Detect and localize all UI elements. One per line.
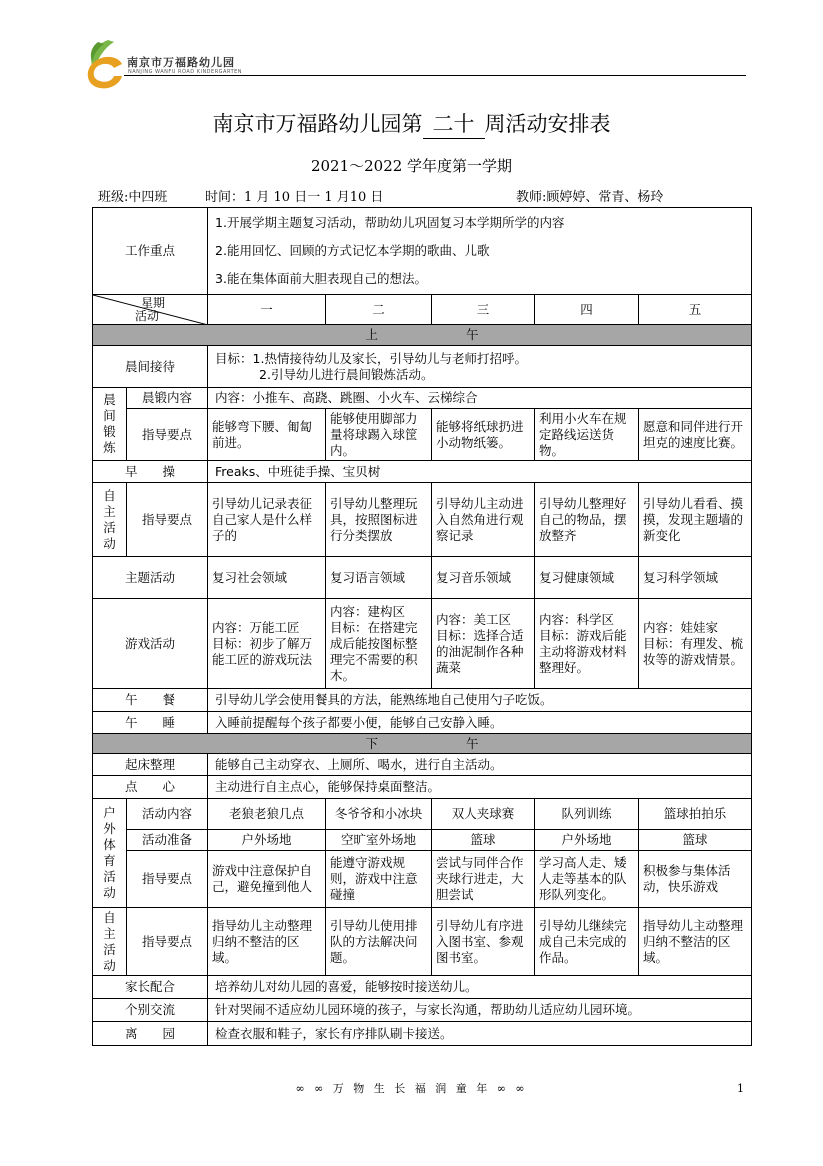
game-activity-row <box>93 599 752 689</box>
self-activity-pm-row <box>93 908 752 976</box>
lunch-content: 引导幼儿学会使用餐具的方法，能熟练地自己使用勺子吃饭。 <box>208 689 752 712</box>
diag-label-activity: 活动 <box>135 309 160 323</box>
vert-char: 晨 <box>103 392 116 407</box>
afternoon-header-b: 午 <box>466 735 479 751</box>
footer-slogan: ∞ ∞ 万 物 生 长 福 润 童 年 ∞ ∞ <box>295 1082 528 1095</box>
outdoor-content: 双人夹球赛 <box>432 799 535 830</box>
morning-reception-label: 晨间接待 <box>93 346 208 388</box>
morning-exercise-content: 内容：小推车、高跷、跳圈、小火车、云梯综合 <box>208 388 752 409</box>
vert-char: 炼 <box>103 440 116 455</box>
morning-header-a: 上 <box>365 327 379 342</box>
vert-char: 育 <box>103 853 116 868</box>
outdoor-point: 尝试与同伴合作夹球行进走，大胆尝试 <box>432 851 535 908</box>
morning-exercise-point: 能够将纸球扔进小动物纸篓。 <box>432 409 535 461</box>
vert-char: 自 <box>103 909 116 925</box>
wake-up-content: 能够自己主动穿衣、上厕所、喝水，进行自主活动。 <box>208 754 752 776</box>
work-focus-item: 1.开展学期主题复习活动，帮助幼儿巩固复习本学期所学的内容 <box>215 215 565 230</box>
game-activity-item: 内容：美工区 目标：选择合适的油泥制作各种蔬菜 <box>432 599 535 689</box>
self-activity-am-point: 引导幼儿整理好自己的物品，摆放整齐 <box>535 483 639 557</box>
vert-char: 体 <box>103 837 116 852</box>
diagonal-header-cell <box>93 295 208 325</box>
page-number: 1 <box>737 1082 744 1095</box>
school-name: 南京市万福路幼儿园 <box>127 56 235 69</box>
morning-section-header <box>93 325 752 346</box>
self-activity-am-point: 引导幼儿记录表征自己家人是什么样子的 <box>208 483 326 557</box>
afternoon-header-a: 下 <box>365 735 379 751</box>
outdoor-content-row <box>93 799 752 830</box>
morning-exercise-group-label <box>93 388 127 461</box>
vert-char: 活 <box>103 519 116 535</box>
self-activity-pm-point: 引导幼儿有序进入图书室、参观图书室。 <box>432 908 535 976</box>
day-header: 四 <box>535 295 639 325</box>
day-header: 二 <box>326 295 432 325</box>
nap-row <box>93 712 752 734</box>
parent-content: 培养幼儿对幼儿园的喜爱，能够按时接送幼儿。 <box>208 976 752 999</box>
early-exercise-content: Freaks、中班徒手操、宝贝树 <box>208 461 752 483</box>
vert-char: 主 <box>103 925 116 941</box>
self-activity-pm-point: 指导幼儿主动整理归纳不整洁的区域。 <box>639 908 752 976</box>
reception-goal-1: 目标：1.热情接待幼儿及家长，引导幼儿与老师打招呼。 <box>215 350 527 366</box>
morning-reception-content <box>208 346 752 388</box>
schedule-table <box>92 207 752 1046</box>
outdoor-content: 队列训练 <box>535 799 639 830</box>
self-activity-am-group-label <box>93 483 127 557</box>
school-logo-icon <box>78 36 128 92</box>
game-activity-item: 内容：万能工匠 目标：初步了解万能工匠的游戏玩法 <box>208 599 326 689</box>
snack-row <box>93 776 752 799</box>
work-focus-label: 工作重点 <box>93 208 208 295</box>
afternoon-header-cell <box>93 734 752 754</box>
lunch-row <box>93 689 752 712</box>
class-info: 班级:中四班 <box>98 190 168 205</box>
wake-up-row <box>93 754 752 776</box>
title-week: 二十 <box>423 108 485 139</box>
outdoor-prep: 户外场地 <box>208 830 326 851</box>
morning-exercise-point: 利用小火车在规定路线运送货物。 <box>535 409 639 461</box>
outdoor-prep-label: 活动准备 <box>127 830 208 851</box>
vert-char: 自 <box>103 487 116 503</box>
snack-label: 点 心 <box>93 776 208 799</box>
afternoon-section-header <box>93 734 752 754</box>
outdoor-prep-row <box>93 830 752 851</box>
outdoor-content: 冬爷爷和小冰块 <box>326 799 432 830</box>
work-focus-row <box>93 208 752 295</box>
page-subtitle: 2021～2022 学年度第一学期 <box>310 157 513 175</box>
parent-label: 家长配合 <box>93 976 208 999</box>
vert-char: 锻 <box>103 424 116 439</box>
outdoor-content: 老狼老狼几点 <box>208 799 326 830</box>
work-focus-item: 3.能在集体面前大胆表现自己的想法。 <box>215 271 427 286</box>
outdoor-point: 学习高人走、矮人走等基本的队形队列变化。 <box>535 851 639 908</box>
game-activity-item: 内容：建构区 目标：在搭建完成后能按图标整理完不需要的积木。 <box>326 599 432 689</box>
teacher-info: 教师:顾婷婷、常青、杨玲 <box>516 190 664 205</box>
leave-row <box>93 1022 752 1046</box>
vert-char: 活 <box>103 941 116 957</box>
outdoor-point: 游戏中注意保护自己，避免撞到他人 <box>208 851 326 908</box>
outdoor-content-label: 活动内容 <box>127 799 208 830</box>
morning-exercise-point: 能够弯下腰、匍匐前进。 <box>208 409 326 461</box>
vert-char: 间 <box>103 408 116 423</box>
vert-char: 动 <box>103 885 116 900</box>
outdoor-point: 积极参与集体活动，快乐游戏 <box>639 851 752 908</box>
day-header: 五 <box>639 295 752 325</box>
outdoor-prep: 篮球 <box>639 830 752 851</box>
morning-header-cell <box>93 325 752 346</box>
morning-exercise-point: 能够使用脚部力量将球踢入球筐内。 <box>326 409 432 461</box>
vert-char: 外 <box>103 821 116 836</box>
work-focus-content <box>208 208 752 295</box>
work-focus-item: 2.能用回忆、回顾的方式记忆本学期的歌曲、儿歌 <box>215 243 490 258</box>
game-activity-item: 内容：娃娃家 目标：有理发、梳妆等的游戏情景。 <box>639 599 752 689</box>
individual-content: 针对哭闹不适应幼儿园环境的孩子，与家长沟通，帮助幼儿适应幼儿园环境。 <box>208 999 752 1022</box>
vert-char: 活 <box>103 869 116 884</box>
day-header: 一 <box>208 295 326 325</box>
outdoor-point: 能遵守游戏规则，游戏中注意碰撞 <box>326 851 432 908</box>
days-row <box>93 295 752 325</box>
school-name-en: NANJING WANFU ROAD KINDERGARTEN <box>128 69 243 75</box>
outdoor-content: 篮球拍拍乐 <box>639 799 752 830</box>
nap-content: 入睡前提醒每个孩子都要小便，能够自己安静入睡。 <box>208 712 752 734</box>
parent-row <box>93 976 752 999</box>
page-title <box>0 108 823 139</box>
theme-activity-label: 主题活动 <box>93 557 208 599</box>
theme-activity-row <box>93 557 752 599</box>
self-activity-pm-group-label <box>93 908 127 976</box>
outdoor-prep: 篮球 <box>432 830 535 851</box>
outdoor-points-row <box>93 851 752 908</box>
wake-up-label: 起床整理 <box>93 754 208 776</box>
outdoor-prep: 空旷室外场地 <box>326 830 432 851</box>
leave-label: 离 园 <box>93 1022 208 1046</box>
outdoor-points-label: 指导要点 <box>127 851 208 908</box>
theme-activity-item: 复习健康领域 <box>535 557 639 599</box>
morning-exercise-point: 愿意和同伴进行开坦克的速度比赛。 <box>639 409 752 461</box>
self-activity-pm-points-label: 指导要点 <box>127 908 208 976</box>
morning-exercise-points-label: 指导要点 <box>127 409 208 461</box>
self-activity-pm-point: 引导幼儿使用排队的方法解决问题。 <box>326 908 432 976</box>
morning-exercise-content-label: 晨锻内容 <box>127 388 208 409</box>
morning-header-b: 午 <box>466 327 479 342</box>
snack-content: 主动进行自主点心，能够保持桌面整洁。 <box>208 776 752 799</box>
self-activity-pm-point: 指导幼儿主动整理归纳不整洁的区域。 <box>208 908 326 976</box>
self-activity-am-points-label: 指导要点 <box>127 483 208 557</box>
outdoor-prep: 户外场地 <box>535 830 639 851</box>
self-activity-am-point: 引导幼儿主动进入自然角进行观察记录 <box>432 483 535 557</box>
early-exercise-label: 早 操 <box>93 461 208 483</box>
leave-content: 检查衣服和鞋子，家长有序排队刷卡接送。 <box>208 1022 752 1046</box>
individual-row <box>93 999 752 1022</box>
individual-label: 个别交流 <box>93 999 208 1022</box>
theme-activity-item: 复习语言领域 <box>326 557 432 599</box>
self-activity-am-point: 引导幼儿看看、摸摸，发现主题墙的新变化 <box>639 483 752 557</box>
vert-char: 动 <box>103 957 116 973</box>
header-rule <box>124 75 746 76</box>
title-prefix: 南京市万福路幼儿园第 <box>212 112 423 136</box>
self-activity-am-point: 引导幼儿整理玩具，按照图标进行分类摆放 <box>326 483 432 557</box>
reception-goal-2: 2.引导幼儿进行晨间锻炼活动。 <box>259 366 434 382</box>
self-activity-am-row <box>93 483 752 557</box>
early-exercise-row <box>93 461 752 483</box>
game-activity-label: 游戏活动 <box>93 599 208 689</box>
theme-activity-item: 复习音乐领域 <box>432 557 535 599</box>
theme-activity-item: 复习科学领域 <box>639 557 752 599</box>
morning-reception-row <box>93 346 752 388</box>
vert-char: 动 <box>103 535 116 551</box>
nap-label: 午 睡 <box>93 712 208 734</box>
diag-label-weekday: 星期 <box>141 296 166 310</box>
outdoor-group-label <box>93 799 127 908</box>
title-suffix: 周活动安排表 <box>484 112 611 136</box>
lunch-label: 午 餐 <box>93 689 208 712</box>
self-activity-pm-point: 引导幼儿继续完成自己未完成的作品。 <box>535 908 639 976</box>
morning-exercise-content-row <box>93 388 752 409</box>
morning-exercise-points-row <box>93 409 752 461</box>
vert-char: 主 <box>103 503 116 519</box>
time-info: 时间：1 月 10 日一 1 月10 日 <box>205 190 384 205</box>
theme-activity-item: 复习社会领域 <box>208 557 326 599</box>
game-activity-item: 内容：科学区 目标：游戏后能主动将游戏材料整理好。 <box>535 599 639 689</box>
day-header: 三 <box>432 295 535 325</box>
vert-char: 户 <box>103 805 116 820</box>
